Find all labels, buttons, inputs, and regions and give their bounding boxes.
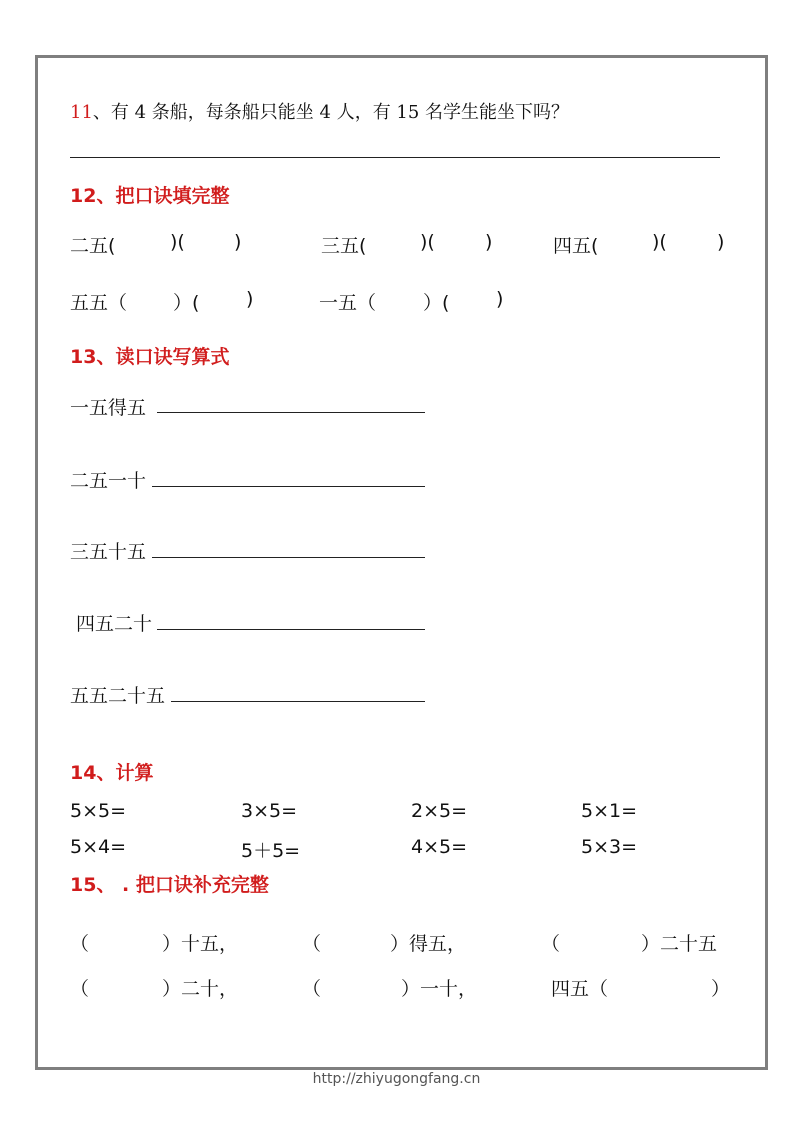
calc-r1-3: 5×1= [581, 800, 638, 822]
q13-answer-line-4[interactable] [171, 701, 425, 702]
q12-r1-6: 四五( [553, 235, 599, 257]
q15-r1-3: ）得五， [390, 933, 467, 955]
heading-14: 14、计算 [70, 762, 154, 784]
q13-answer-line-2[interactable] [152, 557, 425, 558]
q13-answer-line-3[interactable] [157, 629, 425, 630]
q12-r1-2: ) [234, 231, 242, 253]
q15-r2-1: ）二十， [162, 978, 239, 1000]
q12-r1-5: ) [485, 231, 493, 253]
calc-r1-0: 5×5= [70, 800, 127, 822]
q12-r2-4: ）( [423, 292, 450, 314]
q12-r1-3: 三五( [321, 235, 367, 257]
q15-r1-5: ）二十五 [641, 933, 718, 955]
q15-r2-0: （ [70, 978, 90, 1000]
question-11 [70, 98, 569, 124]
calc-r1-2: 2×5= [411, 800, 468, 822]
question-11-number: 11 [70, 102, 93, 123]
q15-r1-1: ）十五， [162, 933, 239, 955]
q15-r1-0: （ [70, 933, 90, 955]
calc-r2-2: 4×5= [411, 836, 468, 858]
q13-item-2: 三五十五 [70, 541, 147, 563]
answer-line-11[interactable] [70, 157, 720, 158]
q12-r1-0: 二五( [70, 235, 116, 257]
question-11-text: 、有 4 条船，每条船只能坐 4 人，有 15 名学生能坐下吗？ [92, 102, 570, 123]
q15-r1-4: （ [541, 933, 561, 955]
q12-r2-1: ）( [173, 292, 200, 314]
q12-r2-0: 五五（ [70, 292, 128, 314]
q13-item-0: 一五得五 [70, 397, 147, 419]
q15-r2-4: 四五（ [551, 978, 609, 1000]
q12-r1-7: )( [652, 231, 667, 253]
q13-item-1: 二五一十 [70, 470, 147, 492]
q13-answer-line-0[interactable] [157, 412, 425, 413]
q12-r1-8: ) [717, 231, 725, 253]
q12-r2-2: ) [246, 288, 254, 310]
q15-r2-5: ） [711, 978, 731, 1000]
heading-12: 12、把口诀填完整 [70, 185, 230, 207]
heading-13: 13、读口诀写算式 [70, 346, 230, 368]
q13-answer-line-1[interactable] [152, 486, 425, 487]
q15-r2-3: ）一十， [401, 978, 478, 1000]
q12-r2-5: ) [496, 288, 504, 310]
q15-r2-2: （ [302, 978, 322, 1000]
calc-r1-1: 3×5= [241, 800, 298, 822]
q12-r1-4: )( [420, 231, 435, 253]
footer-url[interactable]: http://zhiyugongfang.cn [312, 1071, 481, 1087]
q13-item-4: 五五二十五 [70, 685, 166, 707]
calc-r2-0: 5×4= [70, 836, 127, 858]
q13-item-3: 四五二十 [76, 613, 153, 635]
q15-r1-2: （ [302, 933, 322, 955]
calc-r2-1: 5＋5= [241, 840, 301, 862]
heading-15: 15、 . 把口诀补充完整 [70, 874, 269, 896]
calc-r2-3: 5×3= [581, 836, 638, 858]
q12-r2-3: 一五（ [319, 292, 377, 314]
q12-r1-1: )( [170, 231, 185, 253]
